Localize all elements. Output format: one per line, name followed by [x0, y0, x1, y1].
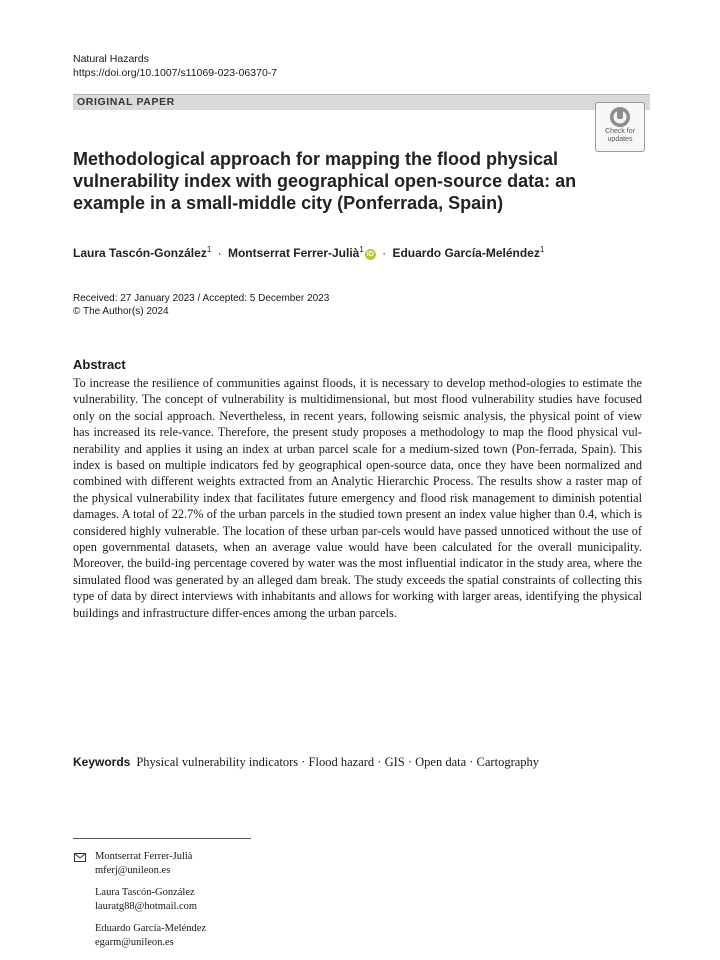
- journal-name: Natural Hazards: [73, 53, 149, 65]
- keywords-text: Physical vulnerability indicators · Flood hazard · GIS · Open data · Cartography: [136, 755, 540, 769]
- author-affiliation: 1: [539, 245, 545, 254]
- check-for-updates-badge[interactable]: [595, 102, 645, 152]
- author-separator: ·: [217, 246, 222, 260]
- contact-name: Laura Tascón-González: [95, 887, 195, 898]
- author-name[interactable]: Montserrat Ferrer-Julià: [227, 246, 360, 260]
- keywords-label: Keywords: [73, 755, 131, 769]
- keywords-line: [73, 755, 653, 770]
- copyright-notice: © The Author(s) 2024: [73, 306, 169, 317]
- footnote-contact: [95, 886, 197, 914]
- paper-type-band: [73, 94, 650, 110]
- abstract-text: To increase the resilience of communities against floods, it is necessary to develop method-ologies to estimate the vulnerability. The concept of vulnerability is multidimensional, but most flood vulnerability studies have focused only on the social approach. Nevertheless, in recent years, following seismic analysis, the physical point of view has increased its rele-vance. Therefore, the present study proposes a methodology to map the flood physical vul-nerability and applies it using an index at urban parcel scale for a medium-sized town (Pon-ferrada, Spain). This index is based on multiple indicators fed by geographical open-source data, once they have been normalized and combined with different weights extracted from an Analytic Hierarchic Process. The results show a raster map of the physical vulnerability index that facilitates future emergency and flood risk management to diminish potential damages. A total of 22.7% of the urban parcels in the studied town present an index value higher than 0.4, which is considered highly vulnerable. The location of these urban par-cels would have passed unnoticed without the use of open governmental datasets, when an average value would have been calculated for the overall municipality. Moreover, the build-ing percentage covered by water was the most influential indicator in the study area, where the simulated flood was generated by an alleged dam break. The study exceeds the spatial constraints of collecting this type of data by direct interviews with inhabitants and allows for working with larger areas, identifying the physical buildings and infrastructure differ-ences among the urban parcels.: [73, 376, 642, 620]
- orcid-icon[interactable]: iD: [366, 251, 374, 258]
- abstract-heading: Abstract: [73, 357, 126, 372]
- author-name[interactable]: Eduardo García-Meléndez: [392, 246, 540, 260]
- author-list: [73, 245, 544, 260]
- footnote-contact: [95, 922, 206, 950]
- contact-email[interactable]: lauratg88@hotmail.com: [95, 901, 198, 912]
- author-name[interactable]: Laura Tascón-González: [73, 246, 207, 260]
- contact-name: Montserrat Ferrer-Julià: [95, 851, 193, 862]
- check-for-updates-icon: [609, 106, 631, 128]
- check-for-updates-label: Check for updates: [605, 128, 635, 143]
- contact-email[interactable]: mferj@unileon.es: [95, 865, 171, 876]
- received-dates: Received: 27 January 2023 / Accepted: 5 December 2023: [73, 293, 330, 304]
- paper-title: Methodological approach for mapping the flood physical vulnerability index with geographical open-source data: an example in a small-middle city (Ponferrada, Spain): [73, 149, 577, 213]
- paper-type-label: ORIGINAL PAPER: [77, 96, 175, 108]
- author-separator: ·: [382, 246, 387, 260]
- author-affiliation: 1: [359, 245, 364, 254]
- contact-email[interactable]: egarm@unileon.es: [95, 937, 174, 948]
- mail-icon: [74, 853, 86, 862]
- footnote-divider: [73, 838, 251, 839]
- footnote-contact: [95, 850, 192, 878]
- doi-link[interactable]: https://doi.org/10.1007/s11069-023-06370-7: [73, 67, 278, 79]
- author-affiliation: 1: [206, 245, 212, 254]
- contact-name: Eduardo García-Meléndez: [95, 923, 207, 934]
